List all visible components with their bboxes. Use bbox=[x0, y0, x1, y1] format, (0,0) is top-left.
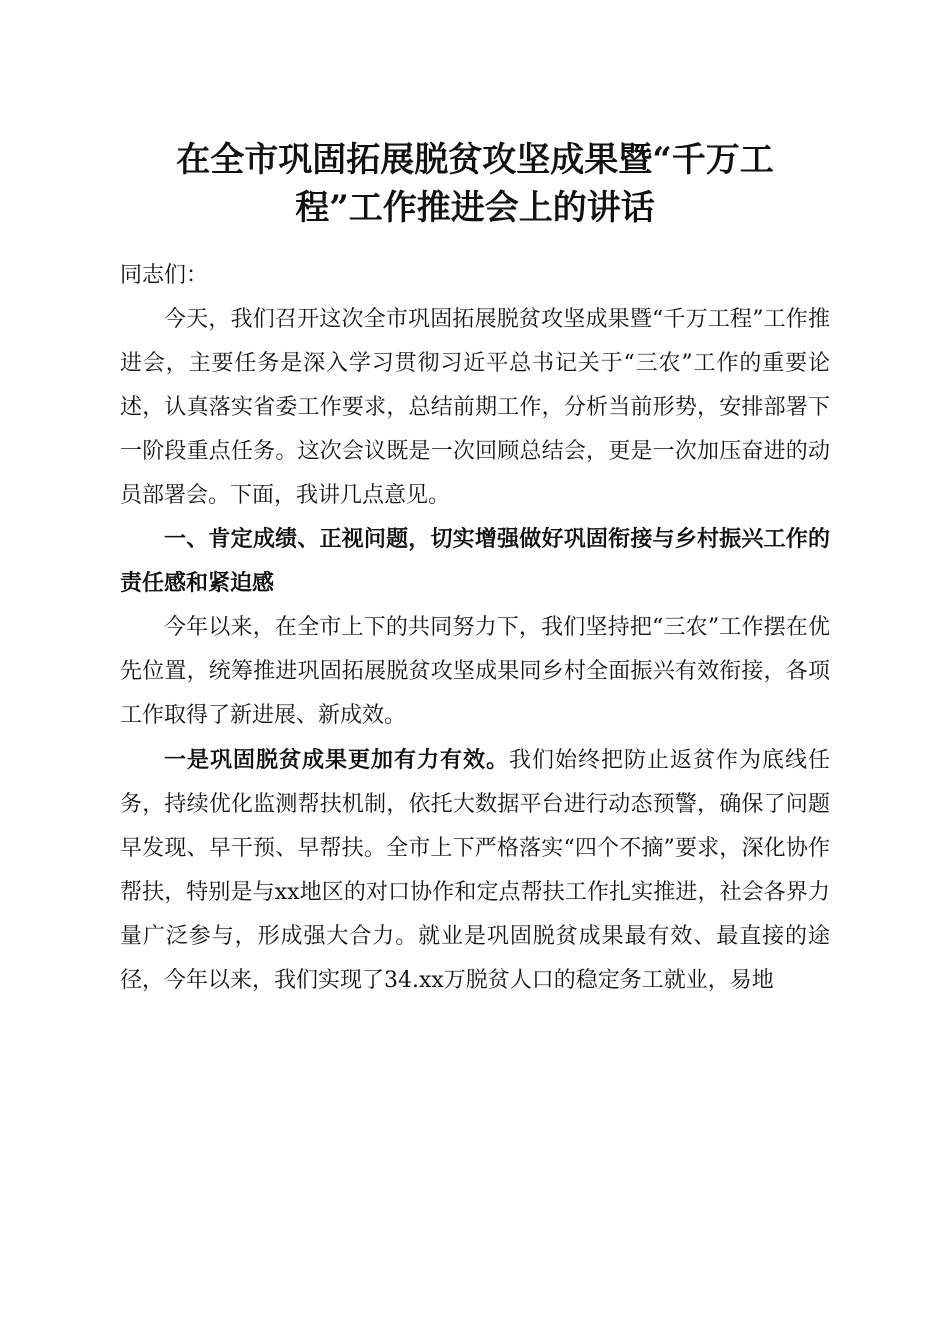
page-title bbox=[120, 136, 830, 232]
title-line-1: 在全市巩固拓展脱贫攻坚成果暨“千万工 bbox=[176, 140, 774, 180]
title-line-2: 程”工作推进会上的讲话 bbox=[295, 188, 655, 228]
section-1-intro: 今年以来，在全市上下的共同努力下，我们坚持把“三农”工作摆在优先位置，统筹推进巩固拓展脱贫攻坚成果同乡村全面振兴有效衔接，各项工作取得了新进展、新成效。 bbox=[120, 615, 830, 728]
point-1-lead: 一是巩固脱贫成果更加有力有效。 bbox=[164, 747, 509, 773]
section-1-heading: 一、肯定成绩、正视问题，切实增强做好巩固衔接与乡村振兴工作的责任感和紧迫感 bbox=[120, 527, 830, 596]
document-body bbox=[120, 254, 830, 1003]
point-1-body: 我们始终把防止返贫作为底线任务，持续优化监测帮扶机制，依托大数据平台进行动态预警，确保了问题早发现、早干预、早帮扶。全市上下严格落实“四个不摘”要求，深化协作帮扶，特别是与xx地区的对口协作和定点帮扶工作扎实推进，社会各界力量广泛参与，形成强大合力。就业是巩固脱贫成果最有效、最直接的途径，今年以来，我们实现了34.xx万脱贫人口的稳定务工就业，易地 bbox=[120, 748, 830, 993]
point-1-paragraph bbox=[120, 738, 830, 1003]
salutation: 同志们： bbox=[120, 263, 209, 288]
opening-paragraph: 今天，我们召开这次全市巩固拓展脱贫攻坚成果暨“千万工程”工作推进会，主要任务是深入学习贯彻习近平总书记关于“三农”工作的重要论述，认真落实省委工作要求，总结前期工作，分析当前形势，安排部署下一阶段重点任务。这次会议既是一次回顾总结会，更是一次加压奋进的动员部署会。下面，我讲几点意见。 bbox=[120, 307, 830, 508]
